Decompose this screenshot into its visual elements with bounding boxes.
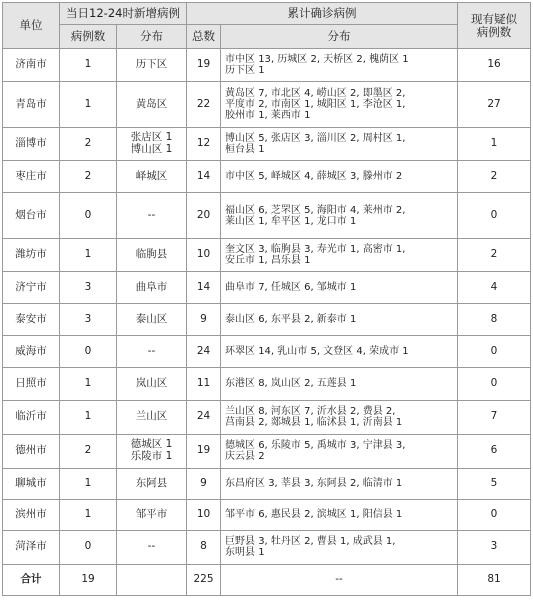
city-name: 枣庄市 — [3, 161, 60, 193]
cum-total: 22 — [187, 82, 221, 128]
new-distribution: 曲阜市 — [117, 272, 187, 304]
suspect-count: 6 — [458, 434, 531, 468]
cum-distribution: 奎文区 3, 临朐县 3, 寿光市 1, 高密市 1, 安丘市 1, 昌乐县 1 — [221, 239, 458, 272]
city-name: 德州市 — [3, 434, 60, 468]
cum-distribution: 环翠区 14, 乳山市 5, 文登区 4, 荣成市 1 — [221, 336, 458, 368]
table-row — [3, 239, 531, 272]
table-row — [3, 82, 531, 128]
cum-total: 8 — [187, 530, 221, 564]
suspect-count: 2 — [458, 161, 531, 193]
total-cum-distribution: -- — [221, 564, 458, 595]
new-distribution: 岚山区 — [117, 368, 187, 400]
cum-distribution: 曲阜市 7, 任城区 6, 邹城市 1 — [221, 272, 458, 304]
suspect-count: 27 — [458, 82, 531, 128]
new-distribution: 泰山区 — [117, 304, 187, 336]
new-count: 0 — [60, 336, 117, 368]
new-count: 3 — [60, 304, 117, 336]
cum-distribution: 泰山区 6, 东平县 2, 新泰市 1 — [221, 304, 458, 336]
new-count: 1 — [60, 82, 117, 128]
new-distribution: 历下区 — [117, 49, 187, 82]
header-new-distribution: 分布 — [117, 25, 187, 49]
city-name: 济宁市 — [3, 272, 60, 304]
table-row — [3, 499, 531, 530]
cum-distribution: 德城区 6, 乐陵市 5, 禹城市 3, 宁津县 3, 庆云县 2 — [221, 434, 458, 468]
cum-total: 24 — [187, 336, 221, 368]
table-row — [3, 49, 531, 82]
cum-distribution: 巨野县 3, 牡丹区 2, 曹县 1, 成武县 1, 东明县 1 — [221, 530, 458, 564]
suspect-count: 8 — [458, 304, 531, 336]
city-name: 济南市 — [3, 49, 60, 82]
cum-total: 14 — [187, 161, 221, 193]
new-distribution: -- — [117, 336, 187, 368]
new-distribution: 峄城区 — [117, 161, 187, 193]
city-name: 临沂市 — [3, 400, 60, 434]
total-new-distribution — [117, 564, 187, 595]
table-row — [3, 128, 531, 161]
suspect-count: 16 — [458, 49, 531, 82]
cum-distribution: 邹平市 6, 惠民县 2, 滨城区 1, 阳信县 1 — [221, 499, 458, 530]
suspect-count: 4 — [458, 272, 531, 304]
cum-total: 11 — [187, 368, 221, 400]
city-name: 烟台市 — [3, 193, 60, 239]
cases-table — [2, 2, 531, 596]
cum-distribution: 博山区 5, 张店区 3, 淄川区 2, 周村区 1, 桓台县 1 — [221, 128, 458, 161]
cum-distribution: 兰山区 8, 河东区 7, 沂水县 2, 费县 2, 莒南县 2, 郯城县 1, 临沭县 1, 沂南县 1 — [221, 400, 458, 434]
new-count: 3 — [60, 272, 117, 304]
suspect-count: 0 — [458, 336, 531, 368]
cum-distribution: 黄岛区 7, 市北区 4, 崂山区 2, 即墨区 2, 平度市 2, 市南区 1, 城阳区 1, 李沧区 1, 胶州市 1, 莱西市 1 — [221, 82, 458, 128]
cum-distribution: 市中区 5, 峄城区 4, 薛城区 3, 滕州市 2 — [221, 161, 458, 193]
table-row — [3, 272, 531, 304]
new-distribution: 临朐县 — [117, 239, 187, 272]
cases-table-wrapper — [2, 2, 530, 596]
cum-total: 12 — [187, 128, 221, 161]
new-distribution: 德城区 1 乐陵市 1 — [117, 434, 187, 468]
table-row — [3, 336, 531, 368]
header-suspect: 现有疑似 病例数 — [458, 3, 531, 49]
new-distribution: 东阿县 — [117, 468, 187, 499]
header-new-cases: 当日12-24时新增病例 — [60, 3, 187, 25]
cum-total: 9 — [187, 304, 221, 336]
new-count: 2 — [60, 161, 117, 193]
total-new-count: 19 — [60, 564, 117, 595]
suspect-count: 1 — [458, 128, 531, 161]
new-count: 2 — [60, 434, 117, 468]
cum-distribution: 福山区 6, 芝罘区 5, 海阳市 4, 莱州市 2, 莱山区 1, 牟平区 1, 龙口市 1 — [221, 193, 458, 239]
city-name: 滨州市 — [3, 499, 60, 530]
new-count: 1 — [60, 239, 117, 272]
header-cum-distribution: 分布 — [221, 25, 458, 49]
city-name: 菏泽市 — [3, 530, 60, 564]
total-suspect-count: 81 — [458, 564, 531, 595]
header-unit: 单位 — [3, 3, 60, 49]
cum-distribution: 市中区 13, 历城区 2, 天桥区 2, 槐荫区 1 历下区 1 — [221, 49, 458, 82]
table-row — [3, 161, 531, 193]
suspect-count: 3 — [458, 530, 531, 564]
table-row — [3, 468, 531, 499]
suspect-count: 0 — [458, 368, 531, 400]
city-name: 聊城市 — [3, 468, 60, 499]
cum-total: 20 — [187, 193, 221, 239]
cum-total: 9 — [187, 468, 221, 499]
cum-distribution: 东港区 8, 岚山区 2, 五莲县 1 — [221, 368, 458, 400]
new-count: 1 — [60, 49, 117, 82]
suspect-count: 2 — [458, 239, 531, 272]
cum-total: 24 — [187, 400, 221, 434]
new-count: 1 — [60, 468, 117, 499]
city-name: 青岛市 — [3, 82, 60, 128]
table-row — [3, 304, 531, 336]
cum-distribution: 东昌府区 3, 莘县 3, 东阿县 2, 临清市 1 — [221, 468, 458, 499]
table-row — [3, 368, 531, 400]
header-new-count: 病例数 — [60, 25, 117, 49]
suspect-count: 0 — [458, 499, 531, 530]
new-distribution: -- — [117, 193, 187, 239]
city-name: 潍坊市 — [3, 239, 60, 272]
city-name: 日照市 — [3, 368, 60, 400]
new-distribution: 黄岛区 — [117, 82, 187, 128]
suspect-count: 7 — [458, 400, 531, 434]
table-row — [3, 400, 531, 434]
total-label: 合计 — [3, 564, 60, 595]
new-distribution: 张店区 1 博山区 1 — [117, 128, 187, 161]
cum-total: 19 — [187, 434, 221, 468]
new-count: 1 — [60, 400, 117, 434]
city-name: 淄博市 — [3, 128, 60, 161]
new-count: 1 — [60, 499, 117, 530]
new-distribution: 兰山区 — [117, 400, 187, 434]
cum-total: 10 — [187, 499, 221, 530]
suspect-count: 0 — [458, 193, 531, 239]
city-name: 威海市 — [3, 336, 60, 368]
header-cum-total: 总数 — [187, 25, 221, 49]
new-count: 0 — [60, 193, 117, 239]
table-row — [3, 434, 531, 468]
table-row — [3, 530, 531, 564]
new-count: 1 — [60, 368, 117, 400]
total-cum-total: 225 — [187, 564, 221, 595]
new-count: 2 — [60, 128, 117, 161]
cum-total: 19 — [187, 49, 221, 82]
new-distribution: -- — [117, 530, 187, 564]
header-cumulative: 累计确诊病例 — [187, 3, 458, 25]
suspect-count: 5 — [458, 468, 531, 499]
total-row — [3, 564, 531, 595]
new-count: 0 — [60, 530, 117, 564]
table-row — [3, 193, 531, 239]
city-name: 泰安市 — [3, 304, 60, 336]
new-distribution: 邹平市 — [117, 499, 187, 530]
cum-total: 10 — [187, 239, 221, 272]
cum-total: 14 — [187, 272, 221, 304]
